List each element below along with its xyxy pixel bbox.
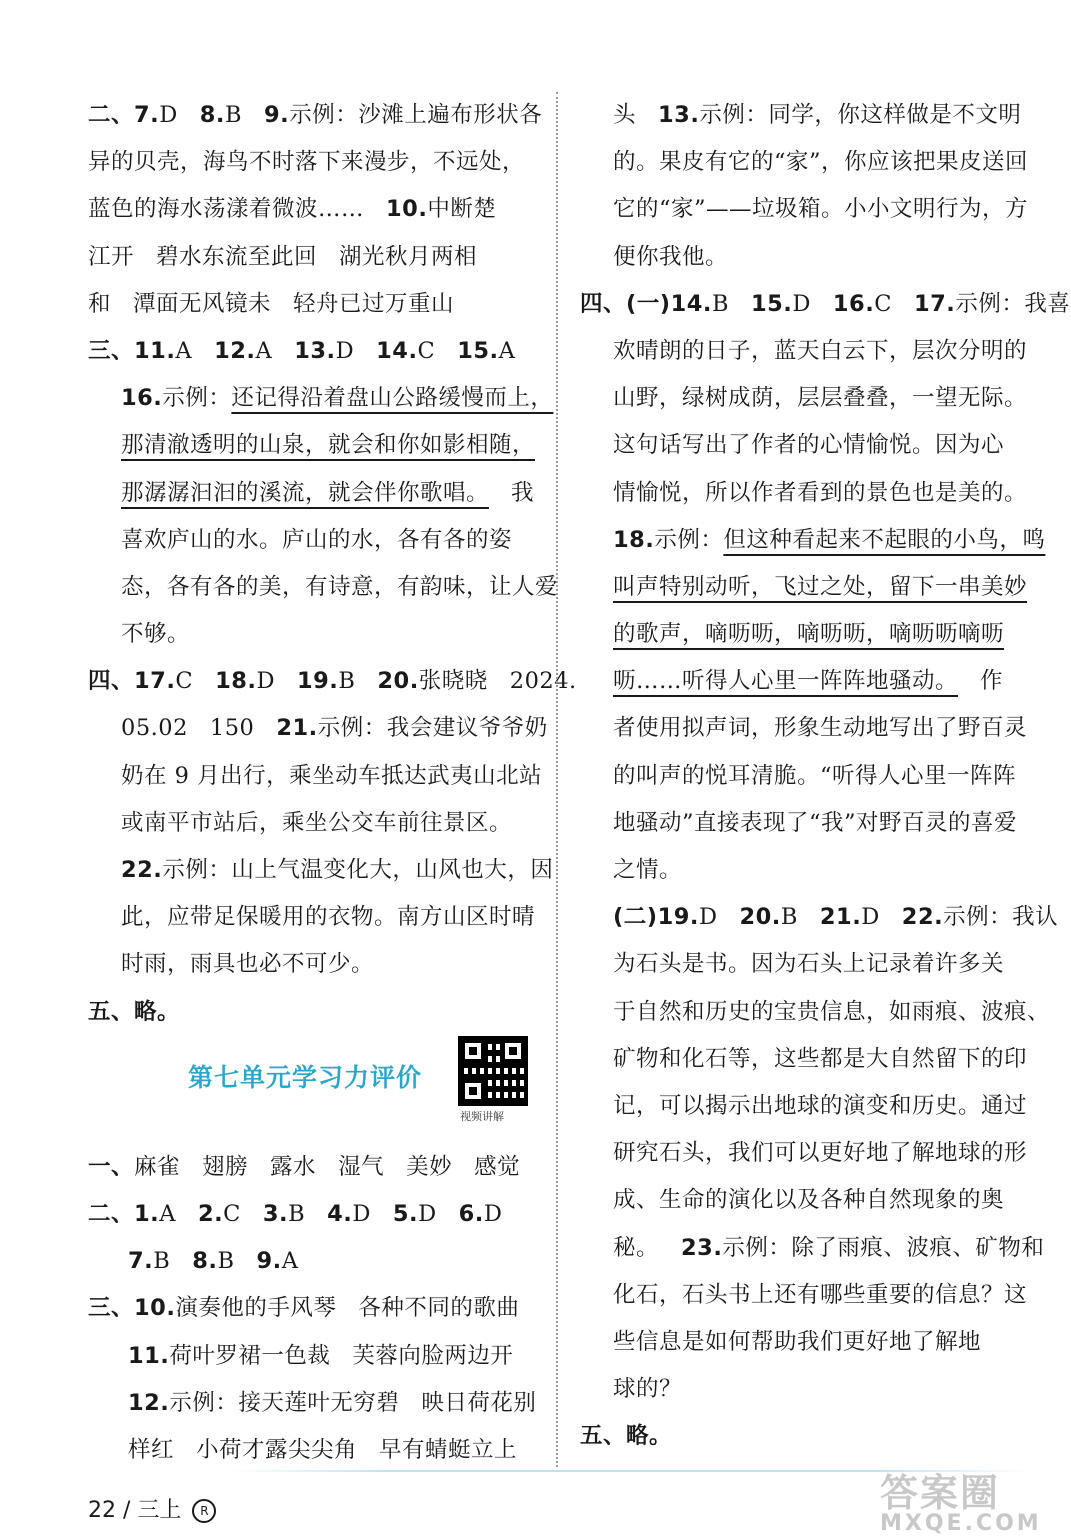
answer-line: 山野，绿树成荫，层层叠叠，一望无际。 [613, 385, 1028, 412]
answer-line: 的。果皮有它的“家”，你应该把果皮送回 [613, 149, 1029, 176]
answer-line: 球的？ [613, 1376, 683, 1403]
answer-line: 22.示例：山上气温变化大，山风也大，因 [121, 857, 554, 883]
answer-line: 为石头是书。因为石头上记录着许多关 [613, 951, 1005, 978]
answer-line: 三、11.A 12.A 13.D 14.C 15.A [88, 337, 516, 364]
answer-line: 样红 小荷才露尖尖角 早有蜻蜓立上 [128, 1436, 518, 1463]
unit-title: 第七单元学习力评价 [188, 1062, 423, 1092]
answer-line: 四、(一)14.B 15.D 16.C 17.示例：我喜 [580, 290, 1071, 317]
answer-line: 一、麻雀 翅膀 露水 湿气 美妙 感觉 [88, 1153, 521, 1180]
answer-line: 秘。 23.示例：除了雨痕、波痕、矿物和 [613, 1234, 1045, 1261]
footer-separator: / [123, 1498, 131, 1523]
answer-line: 时雨，雨具也必不可少。 [121, 951, 375, 978]
answer-line: 12.示例：接天莲叶无穷碧 映日荷花别 [128, 1389, 537, 1416]
answer-line: 异的贝壳，海鸟不时落下来漫步，不远处， [88, 149, 526, 176]
answer-line: 此，应带足保暖用的衣物。南方山区时晴 [121, 904, 536, 931]
answer-line: 二、1.A 2.C 3.B 4.D 5.D 6.D [88, 1200, 503, 1227]
answer-line: 化石，石头书上还有哪些重要的信息？这 [613, 1281, 1028, 1308]
answer-line: 奶在 9 月出行，乘坐动车抵达武夷山北站 [121, 762, 543, 789]
answer-line: 欢晴朗的日子，蓝天白云下，层次分明的 [613, 337, 1028, 364]
watermark: 答案圈 MXQE.COM [880, 1471, 1042, 1536]
qr-label: 视频讲解 [460, 1109, 504, 1123]
answer-line: 态，各有各的美，有诗意，有韵味，让人爱 [121, 573, 559, 600]
left-column [88, 92, 577, 1474]
answer-line: 的叫声的悦耳清脆。“听得人心里一阵阵 [613, 762, 1017, 789]
answer-line: 呖……听得人心里一阵阵地骚动。 作 [613, 668, 1004, 695]
answer-line: 7.B 8.B 9.A [128, 1248, 299, 1275]
answer-line: 便你我他。 [613, 243, 729, 270]
answer-line: 之情。 [613, 857, 683, 883]
answer-line: 记，可以揭示出地球的演变和历史。通过 [613, 1092, 1028, 1119]
answer-line: 这句话写出了作者的心情愉悦。因为心 [613, 432, 1005, 459]
qr-code-icon[interactable] [458, 1036, 528, 1106]
answer-line: 情愉悦，所以作者看到的景色也是美的。 [613, 479, 1028, 506]
unit-header [88, 1036, 538, 1144]
column-divider [556, 92, 558, 1467]
answer-line: 它的“家”——垃圾箱。小小文明行为，方 [613, 196, 1029, 223]
answer-line: 16.示例：还记得沿着盘山公路缓慢而上， [121, 385, 554, 412]
answer-line: 蓝色的海水荡漾着微波…… 10.中断楚 [88, 196, 497, 223]
answer-line: 头 13.示例：同学，你这样做是不文明 [613, 102, 1022, 128]
grade-label: 三上 [137, 1498, 182, 1523]
answer-line: 五、略。 [88, 998, 181, 1025]
answer-line: 的歌声，嘀呖呖，嘀呖呖，嘀呖呖嘀呖 [613, 621, 1005, 648]
answer-line: 那清澈透明的山泉，就会和你如影相随， [121, 432, 536, 459]
answer-line: 研究石头，我们可以更好地了解地球的形 [613, 1140, 1028, 1167]
answer-line: 于自然和历史的宝贵信息，如雨痕、波痕、 [613, 998, 1051, 1025]
answer-line: 11.荷叶罗裙一色裁 芙蓉向脸两边开 [128, 1342, 514, 1369]
answer-line: 不够。 [121, 621, 191, 648]
answer-line: 五、略。 [580, 1423, 673, 1450]
answer-line: 和 潭面无风镜未 轻舟已过万重山 [88, 290, 455, 317]
publisher-logo-icon: R [192, 1499, 216, 1523]
answer-line: 或南平市站后，乘坐公交车前往景区。 [121, 809, 513, 836]
page-footer [88, 1493, 216, 1524]
answer-line: 二、7.D 8.B 9.示例：沙滩上遍布形状各 [88, 102, 543, 128]
answer-line: (二)19.D 20.B 21.D 22.示例：我认 [613, 904, 1059, 931]
answer-line: 18.示例：但这种看起来不起眼的小鸟，鸣 [613, 526, 1046, 553]
answer-line: 三、10.演奏他的手风琴 各种不同的歌曲 [88, 1295, 520, 1322]
answer-line: 矿物和化石等，这些都是大自然留下的印 [613, 1045, 1028, 1072]
answer-line: 喜欢庐山的水。庐山的水，各有各的姿 [121, 526, 513, 553]
answer-line: 者使用拟声词，形象生动地写出了野百灵 [613, 715, 1028, 742]
answer-line: 成、生命的演化以及各种自然现象的奥 [613, 1187, 1005, 1214]
page-number: 22 [88, 1498, 116, 1523]
answer-line: 那潺潺汩汩的溪流，就会伴你歌唱。 我 [121, 479, 535, 506]
right-column [580, 92, 1071, 1460]
answer-line: 些信息是如何帮助我们更好地了解地 [613, 1328, 982, 1355]
answer-line: 05.02 150 21.示例：我会建议爷爷奶 [121, 715, 548, 742]
answer-line: 四、17.C 18.D 19.B 20.张晓晓 2024. [88, 668, 577, 695]
answer-line: 叫声特别动听，飞过之处，留下一串美妙 [613, 573, 1028, 600]
answer-line: 地骚动”直接表现了“我”对野百灵的喜爱 [613, 809, 1018, 836]
answer-line: 江开 碧水东流至此回 湖光秋月两相 [88, 243, 478, 270]
